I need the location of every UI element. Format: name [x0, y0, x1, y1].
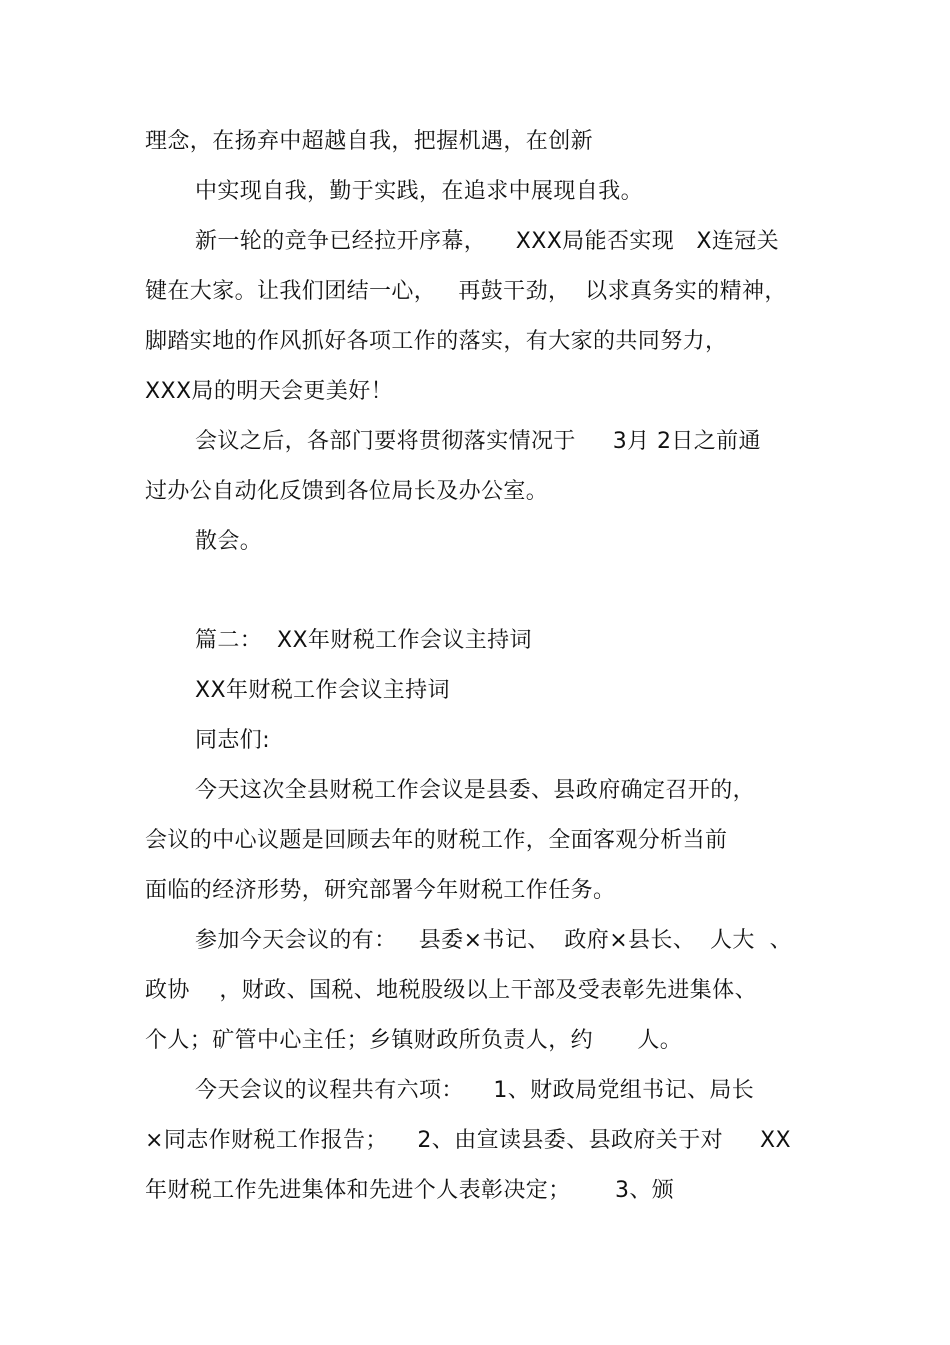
text-line: 会议的中心议题是回顾去年的财税工作，全面客观分析当前	[145, 828, 728, 853]
text-line: ×同志作财税工作报告； 2、由宣读县委、县政府关于对 XX	[145, 1128, 791, 1153]
text-line: 政协 ，财政、国税、地税股级以上干部及受表彰先进集体、	[145, 978, 757, 1003]
salutation: 同志们:	[195, 728, 271, 753]
section-title: XX年财税工作会议主持词	[195, 678, 450, 703]
text-line: 理念，在扬弃中超越自我，把握机遇，在创新	[145, 129, 594, 154]
text-line: 个人；矿管中心主任；乡镇财政所负责人，约 人。	[145, 1028, 683, 1053]
text-line: 散会。	[195, 529, 263, 554]
text-line: XXX局的明天会更美好！	[145, 379, 394, 404]
text-line: 新一轮的竞争已经拉开序幕， XXX局能否实现 X连冠关	[195, 229, 780, 254]
text-line: 年财税工作先进集体和先进个人表彰决定； 3、颁	[145, 1178, 675, 1203]
text-line: 过办公自动化反馈到各位局长及办公室。	[145, 479, 549, 504]
text-line: 键在大家。让我们团结一心， 再鼓干劲， 以求真务实的精神，	[145, 279, 787, 304]
section-heading: 篇二： XX年财税工作会议主持词	[195, 628, 532, 653]
text-line: 会议之后，各部门要将贯彻落实情况于 3月 2日之前通	[195, 429, 761, 454]
text-line: 参加今天会议的有： 县委×书记、 政府×县长、 人大 、	[195, 928, 793, 953]
text-line: 今天这次全县财税工作会议是县委、县政府确定召开的，	[195, 778, 756, 803]
text-line: 中实现自我，勤于实践，在追求中展现自我。	[195, 179, 644, 204]
text-line: 脚踏实地的作风抓好各项工作的落实，有大家的共同努力，	[145, 329, 728, 354]
text-line: 今天会议的议程共有六项： 1、财政局党组书记、局长	[195, 1078, 755, 1103]
text-line: 面临的经济形势，研究部署今年财税工作任务。	[145, 878, 616, 903]
